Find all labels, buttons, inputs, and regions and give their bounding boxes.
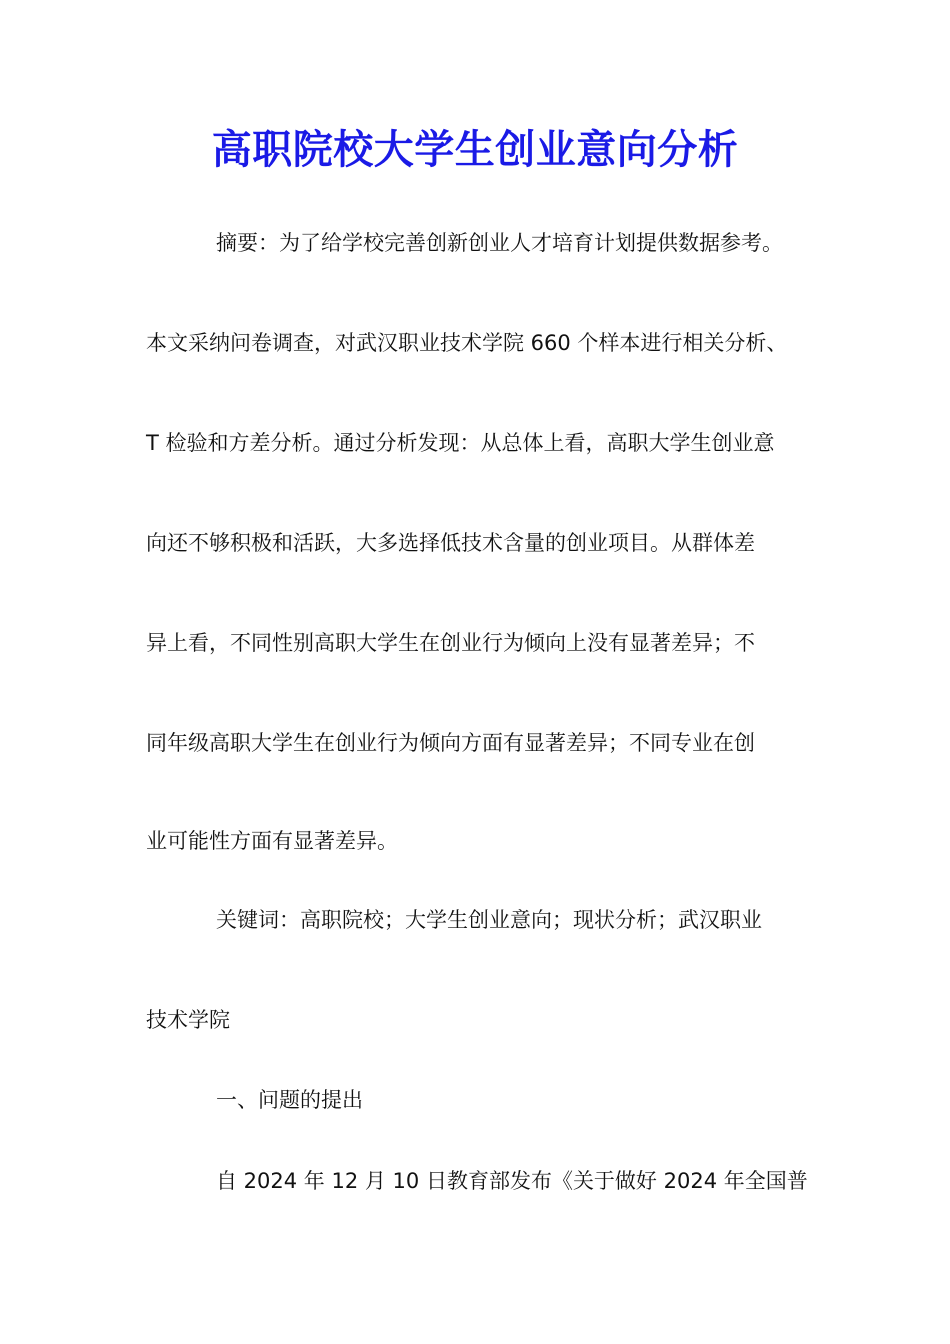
section-heading: 一、问题的提出	[216, 1088, 363, 1112]
keywords-line-2: 技术学院	[146, 1008, 230, 1032]
keywords-line-1: 关键词：高职院校；大学生创业意向；现状分析；武汉职业	[216, 908, 762, 932]
abstract-line-3: T 检验和方差分析。通过分析发现：从总体上看，高职大学生创业意	[146, 431, 775, 455]
abstract-line-7: 业可能性方面有显著差异。	[146, 829, 398, 853]
abstract-line-6: 同年级高职大学生在创业行为倾向方面有显著差异；不同专业在创	[146, 731, 755, 755]
abstract-line-5: 异上看，不同性别高职大学生在创业行为倾向上没有显著差异；不	[146, 631, 755, 655]
abstract-line-4: 向还不够积极和活跃，大多选择低技术含量的创业项目。从群体差	[146, 531, 755, 555]
body-line-1: 自 2024 年 12 月 10 日教育部发布《关于做好 2024 年全国普	[216, 1169, 808, 1193]
abstract-line-2: 本文采纳问卷调查，对武汉职业技术学院 660 个样本进行相关分析、	[146, 331, 788, 355]
abstract-line-1: 摘要：为了给学校完善创新创业人才培育计划提供数据参考。	[216, 231, 783, 255]
document-title: 高职院校大学生创业意向分析	[211, 126, 739, 173]
